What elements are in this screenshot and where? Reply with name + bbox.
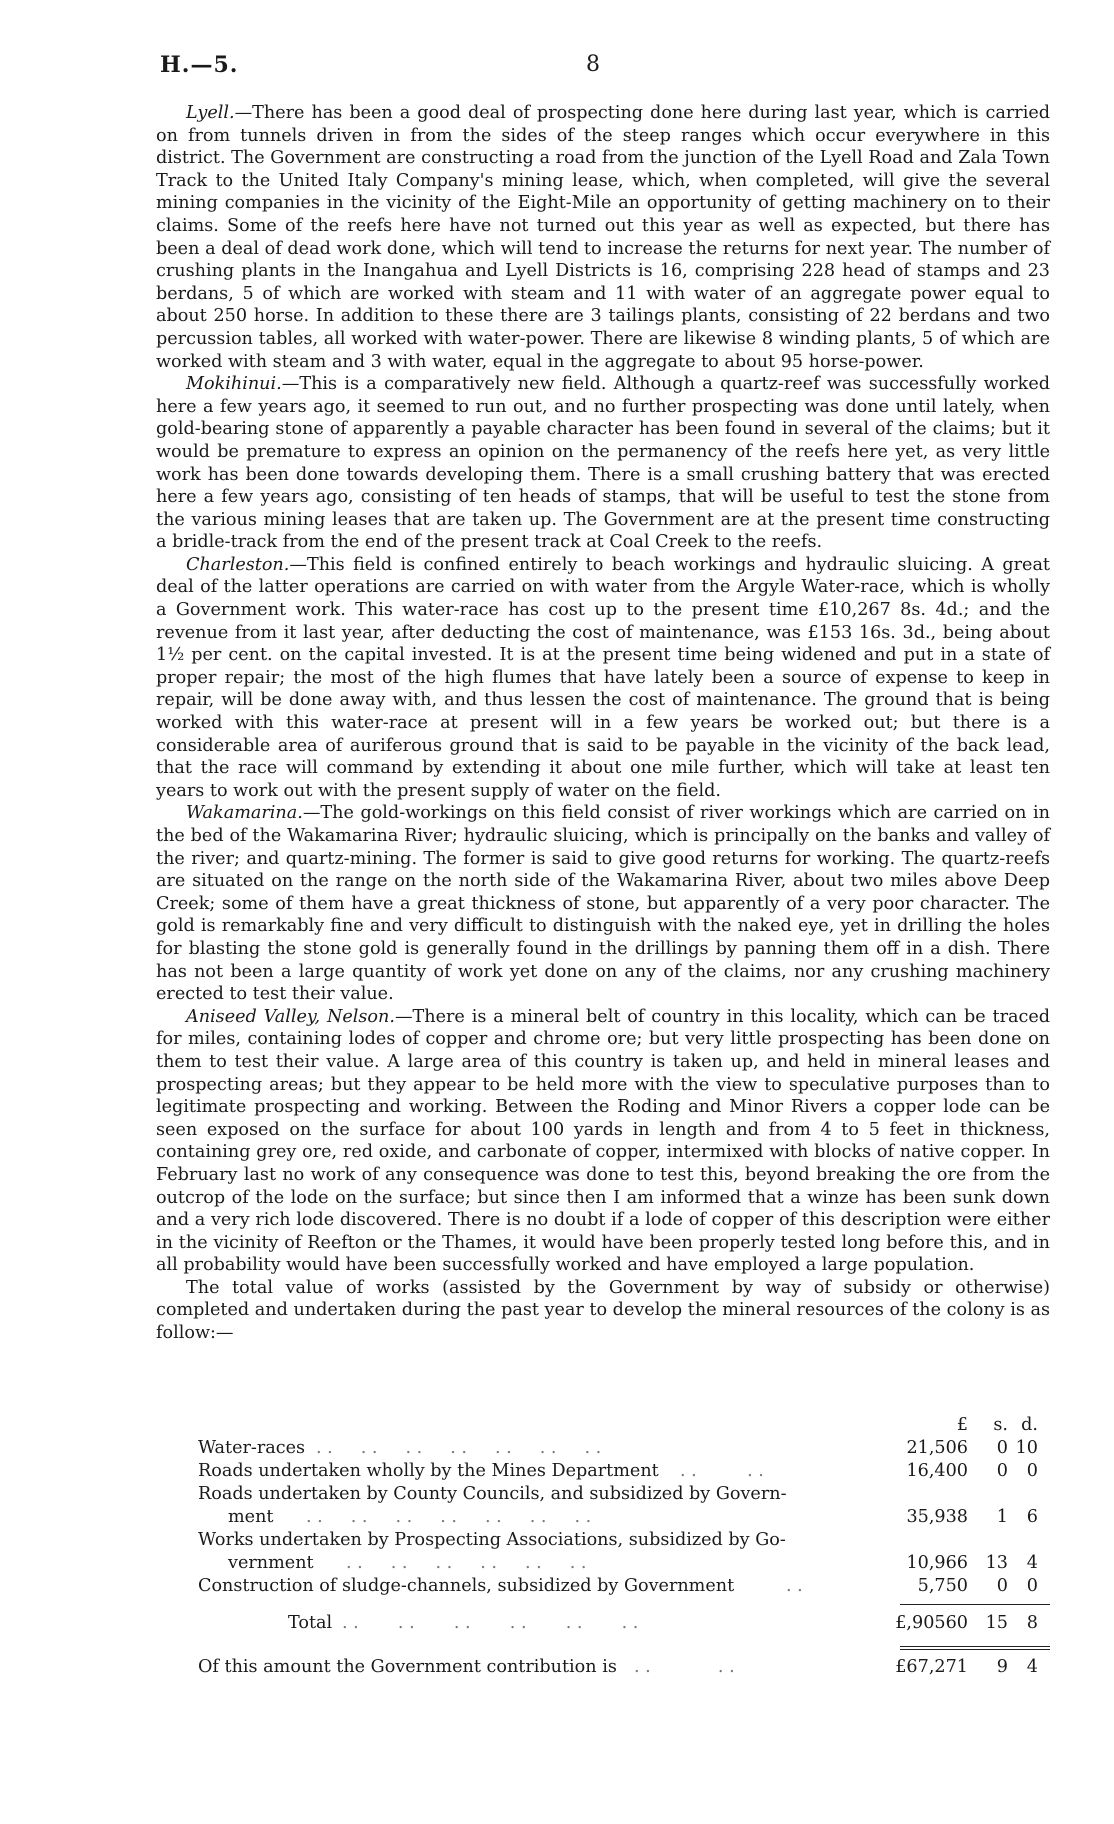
government-pence: 4 xyxy=(1026,1657,1038,1677)
paragraph-text: —The gold-workings on this field consist of river workings which are carried on in the bed of the Wakamarina River; hydraulic sluicing, which is principally on the banks and valley of the river; and quartz-mining. The former is said to give good returns for working. The quartz-reefs are situated on the range on the north side of the Wakamarina River, about two miles above Deep Creek; some of them have a great thickness of stone, but apparently of a very poor character. The gold is remarkably fine and very difficult to distinguish with the naked eye, yet in drilling the holes for blasting the stone gold is generally found in the drillings by panning them off in a dish. There has not been a large quantity of work yet done on any of the claims, nor any crushing machinery erected to test their value. xyxy=(156,803,1050,1005)
row-description: Water-races xyxy=(198,1438,306,1458)
row-description: Roads undertaken by County Councils, and subsidized by Govern- xyxy=(198,1484,787,1504)
page-number: 8 xyxy=(586,52,600,77)
table-header xyxy=(156,1414,1050,1437)
paragraph-text: —This is a comparatively new field. Although a quartz-reef was successfully worked here a few years ago, it seemed to run out, and no further prospecting was done until lately, when gold-bearing stone of apparently a payable character has been found in several of the claims; but it would be premature to express an opinion on the permanency of the reefs here yet, as very little work has been done towards developing them. There is a small crushing battery that was erected here a few years ago, consisting of ten heads of stamps, that will be useful to test the stone from the various mining leases that are taken up. The Government are at the present time constructing a bridle-track from the end of the present track at Coal Creek to the reefs. xyxy=(156,374,1050,553)
total-label: Total xyxy=(288,1613,333,1633)
section-code: H.—5. xyxy=(160,52,239,78)
government-label: Of this amount the Government contribution is xyxy=(198,1657,617,1677)
row-shillings: 0 xyxy=(996,1576,1008,1596)
row-description: Works undertaken by Prospecting Associations, subsidized by Go- xyxy=(198,1530,786,1550)
row-description-continued: vernment xyxy=(228,1553,314,1573)
row-pence: 6 xyxy=(1026,1507,1038,1527)
paragraph-mokihinui xyxy=(156,373,1050,554)
paragraph-aniseed-valley xyxy=(156,1006,1050,1277)
row-shillings: 0 xyxy=(996,1461,1008,1481)
paragraph-charleston xyxy=(156,554,1050,803)
total-pounds: £,90560 xyxy=(895,1613,968,1633)
leader-dots: . . xyxy=(786,1576,803,1596)
table-row xyxy=(156,1529,1050,1552)
leader-dots: . . . . . . . . . . . . xyxy=(346,1553,587,1573)
row-pence: 4 xyxy=(1026,1553,1038,1573)
leader-dots: . . . . . . . . . . . . xyxy=(342,1613,639,1633)
paragraph-lyell xyxy=(156,102,1050,373)
table-row xyxy=(156,1575,1050,1598)
row-description: Roads undertaken wholly by the Mines Department xyxy=(198,1461,659,1481)
shillings-header: s. xyxy=(993,1415,1008,1435)
table-row xyxy=(156,1437,1050,1460)
works-table xyxy=(156,1414,1050,1682)
paragraph-summary: The total value of works (assisted by the Government by way of subsidy or otherwise) completed and undertaken during the past year to develop the mineral resources of the colony is as follow:— xyxy=(156,1277,1050,1344)
government-contribution-row xyxy=(156,1652,1050,1682)
paragraph-text: —This field is confined entirely to beach workings and hydraulic sluicing. A great deal of the latter operations are carried on with water from the Argyle Water-race, which is wholly a Government work. This water-race has cost up to the present time £10,267 8s. 4d.; and the revenue from it last year, after deducting the cost of maintenance, was £153 16s. 3d., being about 1½ per cent. on the capital invested. It is at the present time being widened and put in a state of proper repair; the most of the high flumes that have lately been a source of expense to keep in repair, will be done away with, and thus lessen the cost of maintenance. The ground that is being worked with this water-race at present will in a few years be worked out; but there is a considerable area of auriferous ground that is said to be payable in the vicinity of the back lead, that the race will command by extending it about one mile further, which will take at least ten years to work out with the present supply of water on the field. xyxy=(156,554,1050,801)
row-pounds: 21,506 xyxy=(906,1438,968,1458)
row-description: Construction of sludge-channels, subsidized by Government xyxy=(198,1576,735,1596)
government-shillings: 9 xyxy=(996,1657,1008,1677)
row-pence: 10 xyxy=(1015,1438,1038,1458)
table-row-continuation xyxy=(156,1506,1050,1529)
body-text xyxy=(156,102,1050,1345)
row-pounds: 35,938 xyxy=(906,1507,968,1527)
paragraph-title: Mokihinui. xyxy=(186,374,282,395)
pounds-header: £ xyxy=(956,1415,968,1435)
paragraph-title: Aniseed Valley, Nelson. xyxy=(186,1006,395,1027)
row-pounds: 10,966 xyxy=(906,1553,968,1573)
leader-dots: . . . . . . . . . . . . . . xyxy=(306,1507,592,1527)
row-pounds: 16,400 xyxy=(906,1461,968,1481)
pence-header: d. xyxy=(1021,1415,1038,1435)
total-rule-upper xyxy=(900,1646,1050,1647)
leader-dots: . . . . xyxy=(680,1461,764,1481)
paragraph-text: —There has been a good deal of prospecting done here during last year, which is carried on from tunnels driven in from the sides of the steep ranges which occur everywhere in this district. The Government are constructing a road from the junction of the Lyell Road and Zala Town Track to the United Italy Company's mining lease, which, when completed, will give the several mining companies in the vicinity of the Eight-Mile an opportunity of getting machinery on to their claims. Some of the reefs here have not turned out this year as well as expected, but there has been a deal of dead work done, which will tend to increase the returns for next year. The number of crushing plants in the Inangahua and Lyell Districts is 16, comprising 228 head of stamps and 23 berdans, 5 of which are worked with steam and 11 with water of an aggregate power equal to about 250 horse. In addition to these there are 3 tailings plants, consisting of 22 berdans and two percussion tables, all worked with water-power. There are likewise 8 winding plants, 5 of which are worked with steam and 3 with water, equal in the aggregate to about 95 horse-power. xyxy=(156,103,1050,372)
paragraph-title: Wakamarina. xyxy=(186,803,303,824)
row-shillings: 0 xyxy=(996,1438,1008,1458)
table-row-continuation xyxy=(156,1552,1050,1575)
government-pounds: £67,271 xyxy=(895,1657,968,1677)
paragraph-wakamarina xyxy=(156,802,1050,1005)
leader-dots: . . . . . . . . . . . . . . xyxy=(316,1438,602,1458)
paragraph-text: —There is a mineral belt of country in this locality, which can be traced for miles, containing lodes of copper and chrome ore; but very little prospecting has been done on them to test their value. A large area of this country is taken up, and held in mineral leases and prospecting areas; but they appear to be held more with the view to speculative purposes than to legitimate prospecting and working. Between the Roding and Minor Rivers a copper lode can be seen exposed on the surface for about 100 yards in length and from 4 to 5 feet in thickness, containing grey ore, red oxide, and carbonate of copper, intermixed with blocks of native copper. In February last no work of any consequence was done to test this, beyond breaking the ore from the outcrop of the lode on the surface; but since then I am informed that a winze has been sunk down and a very rich lode discovered. There is no doubt if a lode of copper of this description were either in the vicinity of Reefton or the Thames, it would have been properly tested long before this, and in all probability would have been successfully worked and have employed a large population. xyxy=(156,1006,1050,1276)
row-description-continued: ment xyxy=(228,1507,274,1527)
table-row xyxy=(156,1460,1050,1483)
paragraph-title: Lyell. xyxy=(186,103,235,123)
row-shillings: 1 xyxy=(996,1507,1008,1527)
total-shillings: 15 xyxy=(985,1613,1008,1633)
table-row xyxy=(156,1483,1050,1506)
paragraph-title: Charleston. xyxy=(186,554,290,575)
row-pounds: 5,750 xyxy=(917,1576,968,1596)
subtotal-rule xyxy=(900,1604,1050,1605)
row-pence: 0 xyxy=(1026,1576,1038,1596)
leader-dots: . . . . xyxy=(634,1657,735,1677)
total-pence: 8 xyxy=(1026,1613,1038,1633)
total-rule-lower xyxy=(900,1649,1050,1650)
row-pence: 0 xyxy=(1026,1461,1038,1481)
total-row xyxy=(156,1608,1050,1638)
row-shillings: 13 xyxy=(985,1553,1008,1573)
